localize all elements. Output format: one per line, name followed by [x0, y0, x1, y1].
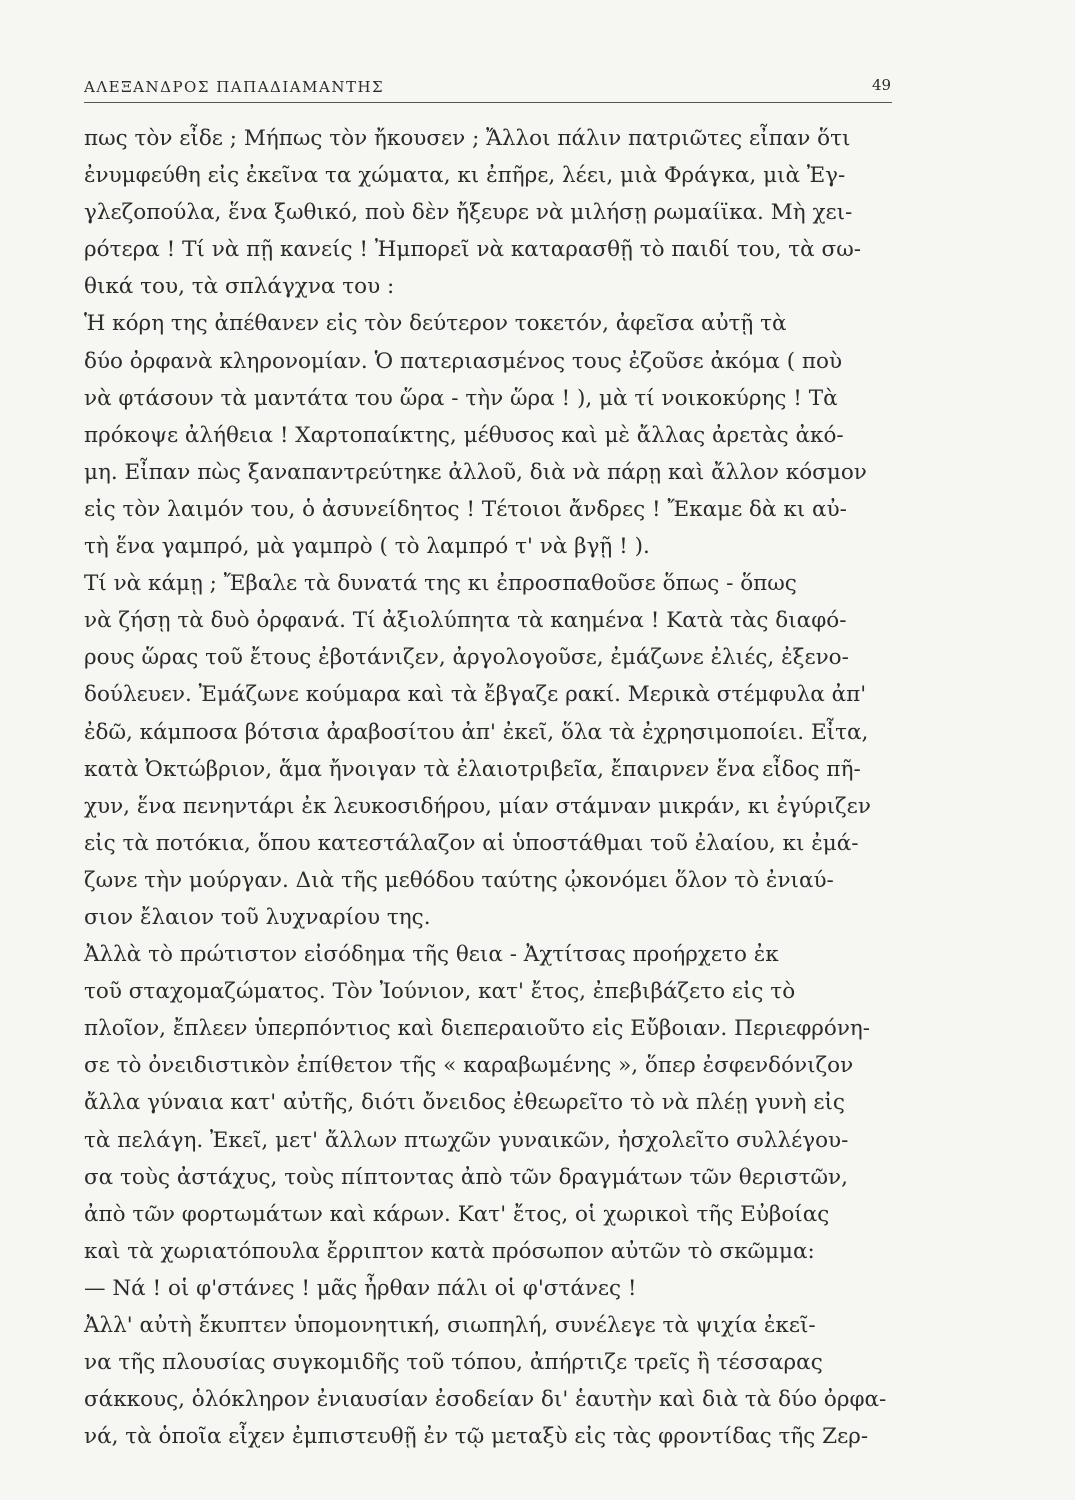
text-line: πρόκοψε ἀλήθεια ! Χαρτοπαίκτης, μέθυσος καὶ μὲ ἄλλας ἀρετὰς ἀκό-: [84, 422, 844, 448]
text-line: σιον ἔλαιον τοῦ λυχναρίου της.: [84, 904, 431, 930]
text-line: — Νά ! οἱ φ'στάνες ! μᾶς ἦρθαν πάλι οἱ φ'στάνες !: [84, 1275, 637, 1301]
text-line: τὰ πελάγη. Ἐκεῖ, μετ' ἄλλων πτωχῶν γυναικῶν, ἠσχολεῖτο συλλέγου-: [84, 1127, 849, 1153]
page-number: 49: [872, 76, 892, 94]
text-line: πως τὸν εἶδε ; Μήπως τὸν ἤκουσεν ; Ἄλλοι πάλιν πατριῶτες εἶπαν ὅτι: [84, 126, 851, 151]
text-line: εἰς τὰ ποτόκια, ὅπου κατεστάλαζον αἱ ὑποστάθμαι τοῦ ἐλαίου, κι ἐμά-: [84, 830, 859, 856]
text-line: Ἀλλ' αὐτὴ ἔκυπτεν ὑπομονητική, σιωπηλή, συνέλεγε τὰ ψιχία ἐκεῖ-: [84, 1313, 816, 1338]
text-line: τὴ ἕνα γαμπρό, μὰ γαμπρὸ ( τὸ λαμπρό τ' νὰ βγῇ ! ).: [84, 534, 650, 560]
text-line: ρότερα ! Τί νὰ πῇ κανείς ! Ἠμπορεῖ νὰ καταρασθῇ τὸ παιδί του, τὰ σω-: [84, 237, 861, 263]
text-line: νὰ φτάσουν τὰ μαντάτα του ὥρα - τὴν ὥρα ! ), μὰ τί νοικοκύρης ! Τὰ: [84, 385, 838, 411]
text-line: χυν, ἕνα πενηντάρι ἐκ λευκοσιδήρου, μίαν στάμναν μικράν, κι ἐγύριζεν: [84, 793, 871, 819]
text-line: ρους ὥρας τοῦ ἔτους ἐβοτάνιζεν, ἀργολογοῦσε, ἐμάζωνε ἐλιές, ἐξενο-: [84, 645, 849, 671]
text-line: πλοῖον, ἔπλεεν ὑπερπόντιος καὶ διεπεραιοῦτο εἰς Εὔβοιαν. Περιεφρόνη-: [84, 1016, 871, 1042]
text-line: ἐνυμφεύθη εἰς ἐκεῖνα τα χώματα, κι ἐπῆρε, λέει, μιὰ Φράγκα, μιὰ Ἐγ-: [84, 163, 846, 189]
text-line: σάκκους, ὁλόκληρον ἐνιαυσίαν ἐσοδείαν δι' ἑαυτὴν καὶ διὰ τὰ δύο ὀρφα-: [84, 1387, 887, 1413]
text-line: μη. Εἶπαν πὼς ξαναπαντρεύτηκε ἀλλοῦ, διὰ νὰ πάρῃ καὶ ἄλλον κόσμον: [84, 459, 867, 485]
text-line: νὰ ζήσῃ τὰ δυὸ ὀρφανά. Τί ἀξιολύπητα τὰ καημένα ! Κατὰ τὰς διαφό-: [84, 608, 847, 634]
text-line: κατὰ Ὀκτώβριον, ἅμα ἤνοιγαν τὰ ἐλαιοτριβεῖα, ἔπαιρνεν ἕνα εἶδος πῆ-: [84, 756, 861, 782]
text-line: Ἀλλὰ τὸ πρώτιστον εἰσόδημα τῆς θεια - Ἀχτίτσας προήρχετο ἐκ: [84, 942, 779, 968]
text-line: δούλευεν. Ἐμάζωνε κούμαρα καὶ τὰ ἔβγαζε ρακί. Μερικὰ στέμφυλα ἀπ': [84, 682, 867, 708]
text-line: ἐδῶ, κάμποσα βότσια ἀραβοσίτου ἀπ' ἐκεῖ, ὅλα τὰ ἐχρησιμοποίει. Εἶτα,: [84, 719, 869, 745]
text-line: να τῆς πλουσίας συγκομιδῆς τοῦ τόπου, ἀπήρτιζε τρεῖς ἢ τέσσαρας: [84, 1350, 823, 1376]
text-line: σα τοὺς ἀστάχυς, τοὺς πίπτοντας ἀπὸ τῶν δραγμάτων τῶν θεριστῶν,: [84, 1164, 848, 1190]
text-line: νά, τὰ ὁποῖα εἶχεν ἐμπιστευθῇ ἐν τῷ μεταξὺ εἰς τὰς φροντίδας τῆς Ζερ-: [84, 1424, 869, 1450]
text-line: θικά του, τὰ σπλάγχνα του :: [84, 274, 395, 300]
text-line: ἄλλα γύναια κατ' αὐτῆς, διότι ὄνειδος ἐθεωρεῖτο τὸ νὰ πλέῃ γυνὴ εἰς: [84, 1090, 845, 1116]
text-line: ζωνε τὴν μούργαν. Διὰ τῆς μεθόδου ταύτης ᾠκονόμει ὅλον τὸ ἐνιαύ-: [84, 867, 834, 893]
text-line: γλεζοπούλα, ἕνα ξωθικό, ποὺ δὲν ἤξευρε νὰ μιλήσῃ ρωμαίϊκα. Μὴ χει-: [84, 200, 853, 226]
text-line: καὶ τὰ χωριατόπουλα ἔρριπτον κατὰ πρόσωπον αὐτῶν τὸ σκῶμμα:: [84, 1238, 815, 1264]
text-line: τοῦ σταχομαζώματος. Τὸν Ἰούνιον, κατ' ἔτος, ἐπεβιβάζετο εἰς τὸ: [84, 979, 796, 1005]
text-line: σε τὸ ὀνειδιστικὸν ἐπίθετον τῆς « καραβωμένης », ὅπερ ἐσφενδόνιζον: [84, 1053, 854, 1079]
text-line: Τί νὰ κάμῃ ; Ἔβαλε τὰ δυνατά της κι ἐπροσπαθοῦσε ὅπως - ὅπως: [84, 571, 797, 597]
running-head-title: ΑΛΕΞΑΝΔΡΟΣ ΠΑΠΑΔΙΑΜΑΝΤΗΣ: [84, 78, 385, 96]
text-line: εἰς τὸν λαιμόν του, ὁ ἀσυνείδητος ! Τέτοιοι ἄνδρες ! Ἔκαμε δὰ κι αὐ-: [84, 496, 847, 522]
text-line: ἀπὸ τῶν φορτωμάτων καὶ κάρων. Κατ' ἔτος, οἱ χωρικοὶ τῆς Εὐβοίας: [84, 1201, 830, 1227]
text-line: δύο ὀρφανὰ κληρονομίαν. Ὁ πατεριασμένος τους ἐζοῦσε ἀκόμα ( ποὺ: [84, 348, 843, 374]
body-text: [84, 120, 904, 1455]
text-line: Ἡ κόρη της ἀπέθανεν εἰς τὸν δεύτερον τοκετόν, ἀφεῖσα αὐτῇ τὰ: [84, 311, 787, 337]
header-rule: [84, 102, 892, 103]
